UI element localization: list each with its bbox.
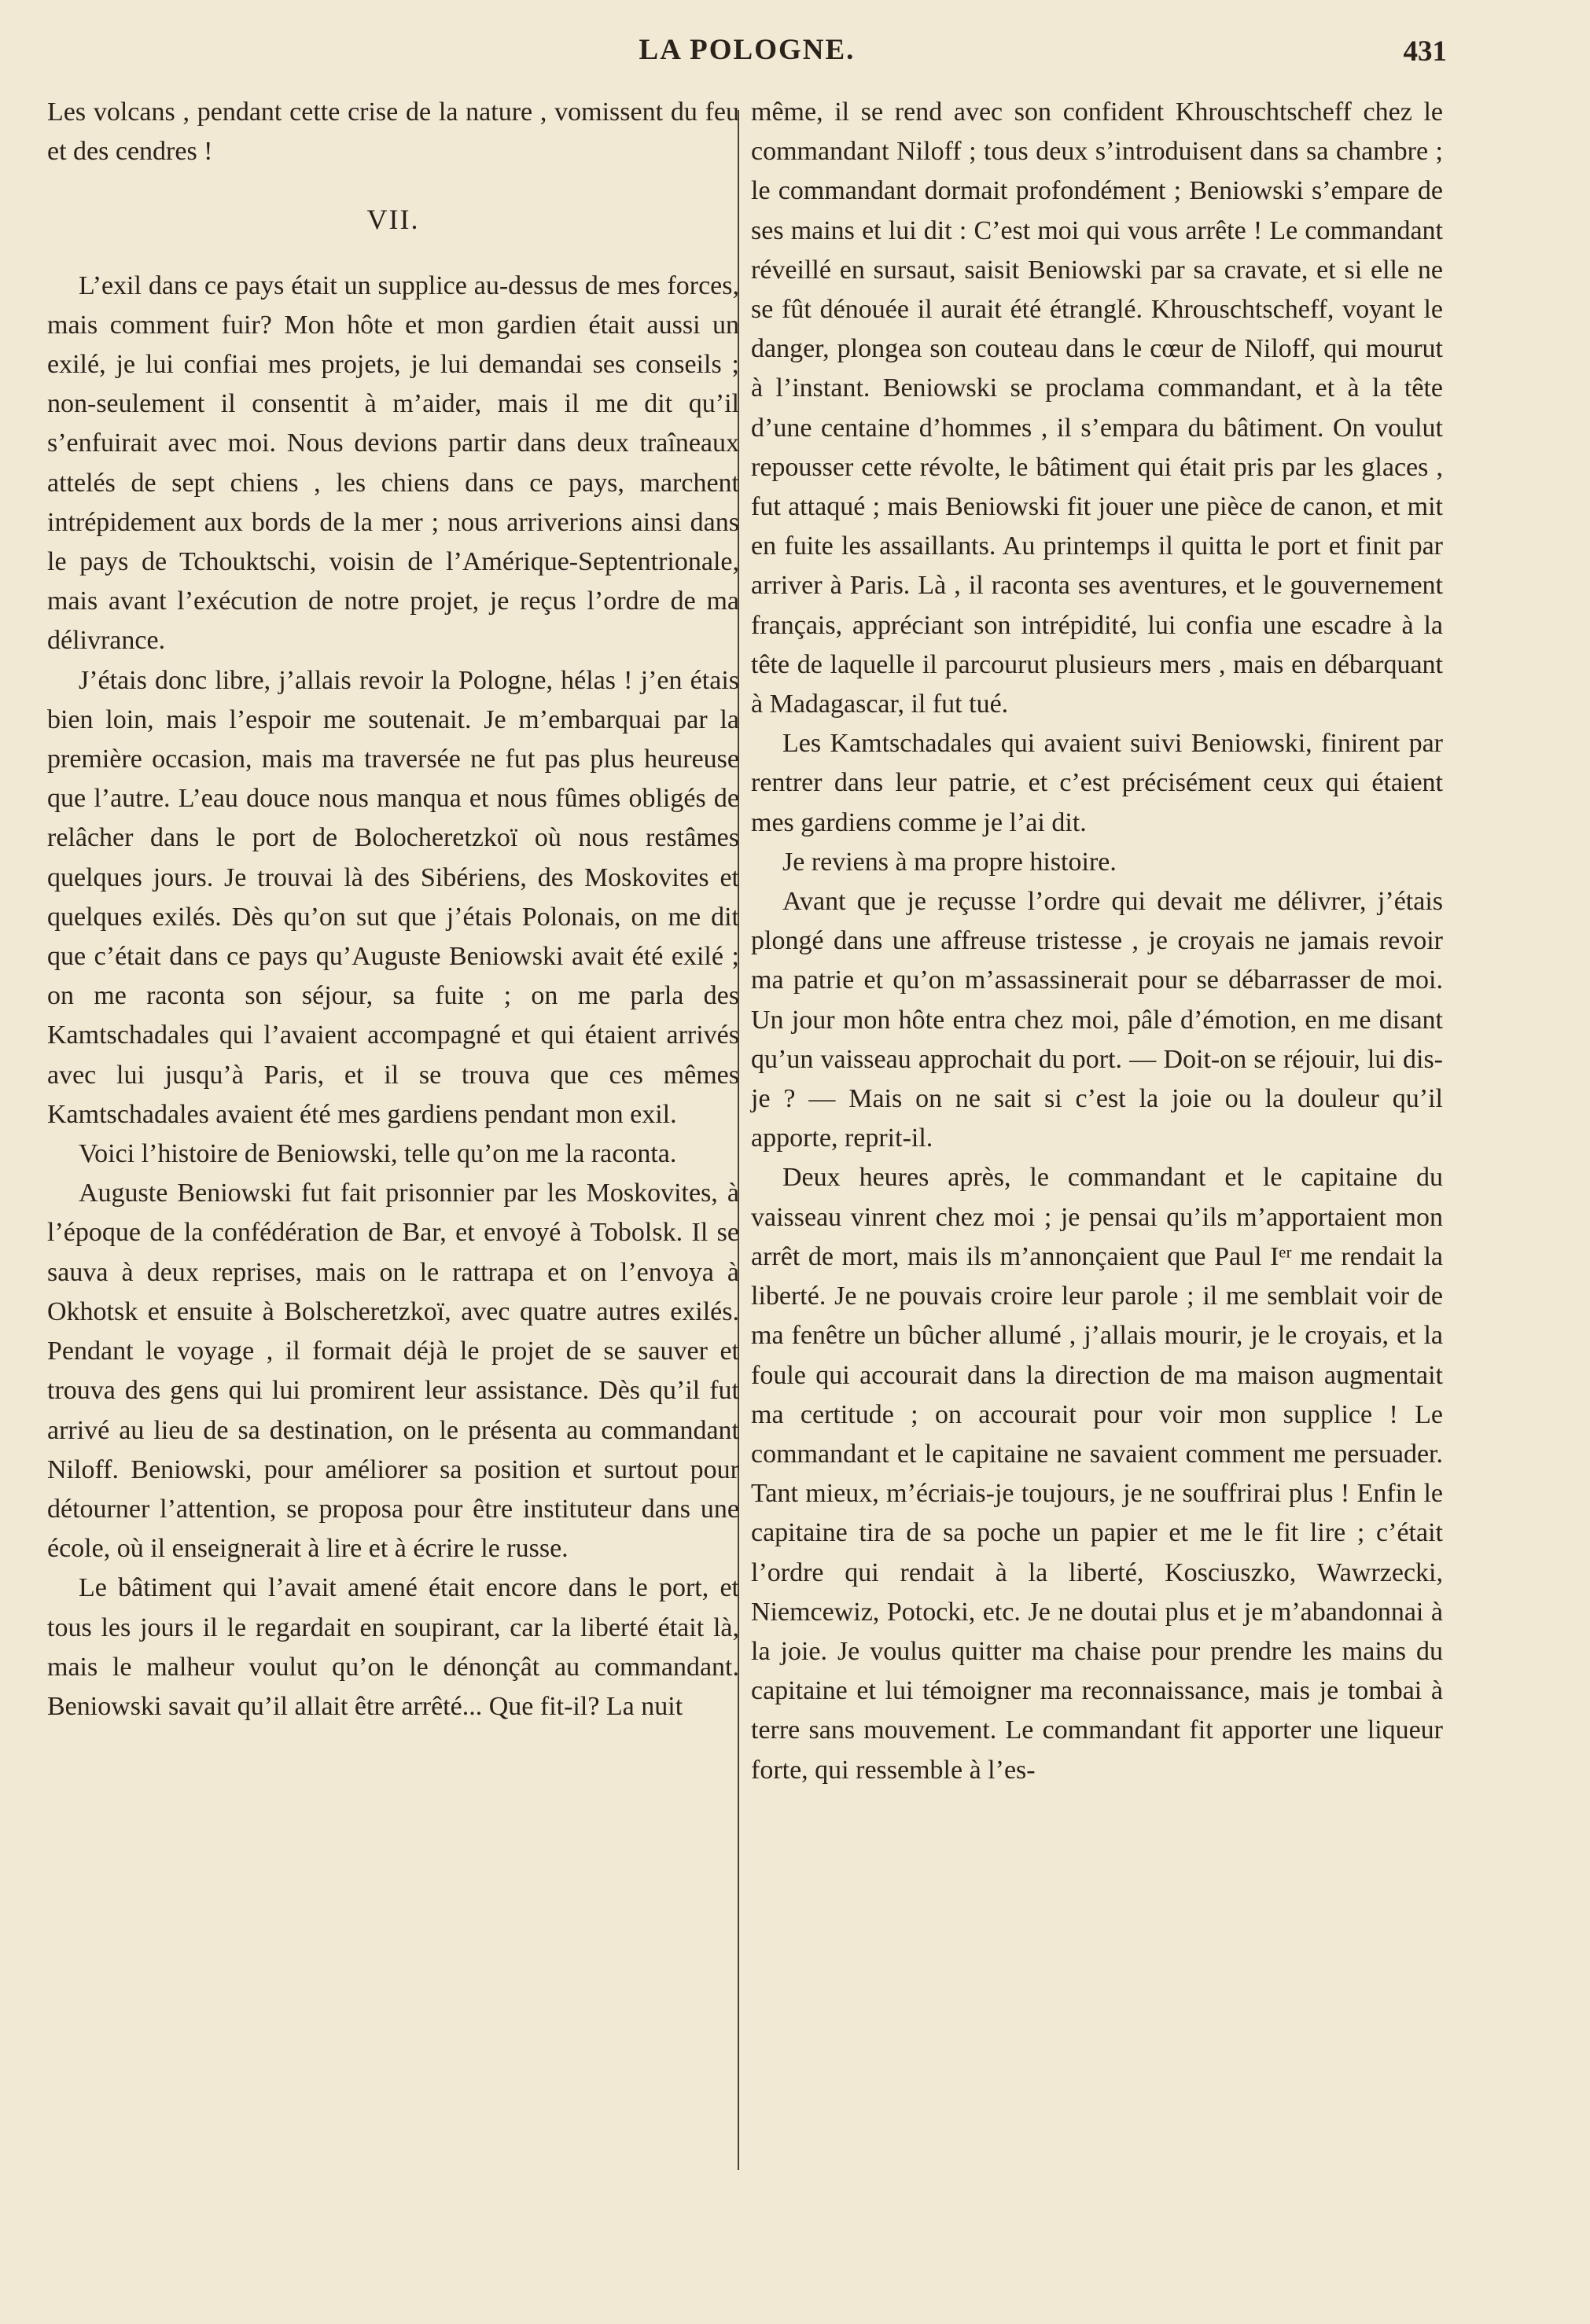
paragraph: Auguste Beniowski fut fait prisonnier par les Moskovites, à l’époque de la confédération de Bar, et envoyé à Tobolsk. Il se sauva à deux reprises, mais on le rattrapa et on l’envoya à Okhotsk et ensuite à Bolscheretzkoï, avec quatre autres exilés. Pendant le voyage , il formait déjà le projet de se sauver et trouva des gens qui lui promirent leur assistance. Dès qu’il fut arrivé au lieu de sa destination, on le présenta au commandant Niloff. Beniowski, pour améliorer sa position et surtout pour détourner l’attention, se proposa pour être instituteur dans une école, où il enseignerait à lire et à écrire le russe.: [47, 1179, 739, 1564]
running-head: [47, 33, 1447, 80]
right-column: [751, 93, 1443, 1790]
paragraph: Voici l’histoire de Beniowski, telle qu’on me la raconta.: [79, 1139, 677, 1169]
paragraph: même, il se rend avec son confident Khrouschtscheff chez le commandant Niloff ; tous deux s’introduisent dans sa chambre ; le commandant dormait profondément ; Beniowski s’empare de ses mains et lui dit : C’est moi qui vous arrête ! Le commandant réveillé en sursaut, saisit Beniowski par sa cravate, et si elle ne se fût dénouée il aurait été étranglé. Khrouschtscheff, voyant le danger, plongea son couteau dans le cœur de Niloff, qui mourut à l’instant. Beniowski se proclama commandant, et à la tête d’une centaine d’hommes , il s’empara du bâtiment. On voulut repousser cette révolte, le bâtiment qui était pris par les glaces , fut attaqué ; mais Beniowski fit jouer une pièce de canon, et mit en fuite les assaillants. Au printemps il quitta le port et finit par arriver à Paris. Là , il raconta ses aventures, et le gouvernement français, appréciant son intrépidité, lui confia une escadre à la tête de laquelle il parcourut plusieurs mers , mais en débarquant à Madagascar, il fut tué.: [751, 97, 1443, 719]
paragraph: L’exil dans ce pays était un supplice au-dessus de mes forces, mais comment fuir? Mon hôte et mon gardien était aussi un exilé, je lui confiai mes projets, je lui demandai ses conseils ; non-seulement il consentit à m’aider, mais il me dit qu’il s’enfuirait avec moi. Nous devions partir dans deux traîneaux attelés de sept chiens , les chiens dans ce pays, marchent intrépidement aux bords de la mer ; nous arriverions ainsi dans le pays de Tchouktschi, voisin de l’Amérique-Septentrionale, mais avant l’exécution de notre projet, je reçus l’ordre de ma délivrance.: [47, 270, 739, 656]
paragraph: Les Kamtschadales qui avaient suivi Beniowski, finirent par rentrer dans leur patrie, et c’est précisément ceux qui étaient mes gardiens comme je l’ai dit.: [751, 729, 1443, 837]
paragraph: Je reviens à ma propre histoire.: [782, 847, 1117, 877]
paragraph: Les volcans , pendant cette crise de la nature , vomissent du feu et des cendres !: [47, 97, 739, 167]
page-number: 431: [1403, 35, 1447, 68]
left-column: [47, 93, 739, 1726]
section-heading: VII.: [366, 204, 420, 236]
paragraph: J’étais donc libre, j’allais revoir la Pologne, hélas ! j’en étais bien loin, mais l’espoir me soutenait. Je m’embarquai par la première occasion, mais ma traversée ne fut pas plus heureuse que l’autre. L’eau douce nous manqua et nous fûmes obligés de relâcher dans le port de Bolocheretzkoï où nous restâmes quelques jours. Je trouvai là des Sibériens, des Moskovites et quelques exilés. Dès qu’on sut que j’étais Polonais, on me dit que c’était dans ce pays qu’Auguste Beniowski avait été exilé ; on me raconta son séjour, sa fuite ; on me parla des Kamtschadales qui l’avaient accompagné et qui étaient arrivés avec lui jusqu’à Paris, et il se trouva que ces mêmes Kamtschadales avaient été mes gardiens pendant mon exil.: [47, 665, 739, 1129]
running-title: LA POLOGNE.: [639, 34, 856, 66]
paragraph: Le bâtiment qui l’avait amené était encore dans le port, et tous les jours il le regardait en soupirant, car la liberté était là, mais le malheur voulut qu’on le dénonçât au commandant. Beniowski savait qu’il allait être arrêté... Que fit-il? La nuit: [47, 1573, 739, 1721]
paragraph: Avant que je reçusse l’ordre qui devait me délivrer, j’étais plongé dans une affreuse tristesse , je croyais ne jamais revoir ma patrie et qu’on m’assassinerait pour se débarrasser de moi. Un jour mon hôte entra chez moi, pâle d’émotion, en me disant qu’un vaisseau approchait du port. — Doit-on se réjouir, lui dis-je ? — Mais on ne sait si c’est la joie ou la douleur qu’il apporte, reprit-il.: [751, 887, 1443, 1153]
paragraph: Deux heures après, le commandant et le capitaine du vaisseau vinrent chez moi ; je pensai qu’ils m’apportaient mon arrêt de mort, mais ils m’annonçaient que Paul Iᵉʳ me rendait la liberté. Je ne pouvais croire leur parole ; il me semblait voir de ma fenêtre un bûcher allumé , j’allais mourir, je le croyais, et la foule qui accourait dans la direction de ma maison augmentait ma certitude ; on accourait pour voir mon supplice ! Le commandant et le capitaine ne savaient comment me persuader. Tant mieux, m’écriais-je toujours, je ne souffrirai plus ! Enfin le capitaine tira de sa poche un papier et me le fit lire ; c’était l’ordre qui rendait à la liberté, Kosciuszko, Wawrzecki, Niemcewiz, Potocki, etc. Je ne doutai plus et je m’abandonnai à la joie. Je voulus quitter ma chaise pour prendre les mains du capitaine et lui témoigner ma reconnaissance, mais je tombai à terre sans mouvement. Le commandant fit apporter une liqueur forte, qui ressemble à l’es-: [751, 1163, 1443, 1785]
